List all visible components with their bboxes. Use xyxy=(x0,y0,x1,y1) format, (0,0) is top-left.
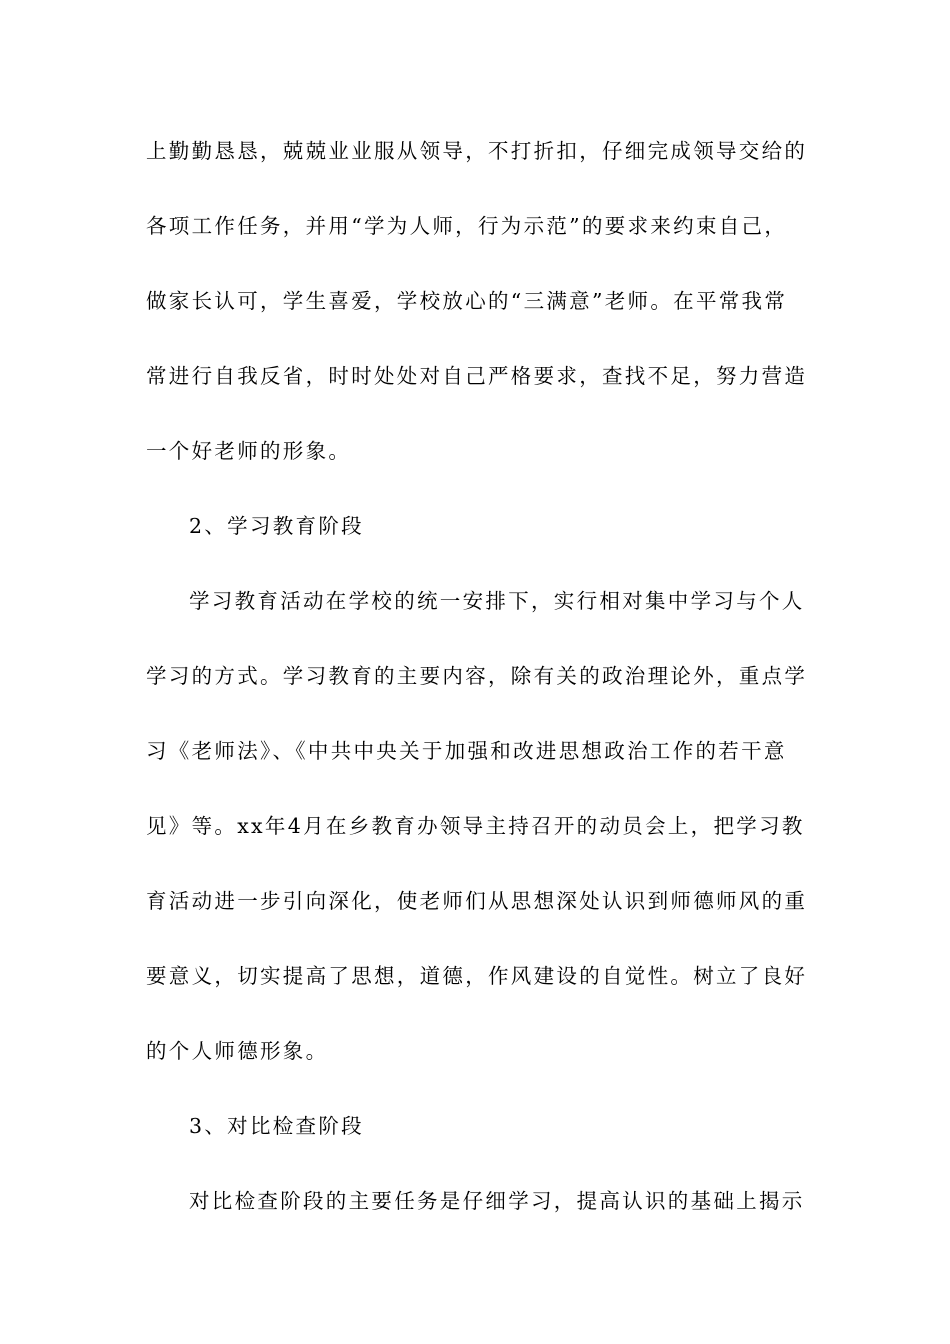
paragraph-line: 各项工作任务，并用“学为人师，行为示范”的要求来约束自己， xyxy=(146,214,788,238)
paragraph-line: 的个人师德形象。 xyxy=(146,1039,329,1063)
paragraph-line: 做家长认可，学生喜爱，学校放心的“三满意”老师。在平常我常 xyxy=(146,289,788,313)
paragraph-line: 学习教育活动在学校的统一安排下，实行相对集中学习与个人 xyxy=(189,589,805,613)
paragraph-line: 常进行自我反省，时时处处对自己严格要求，查找不足，努力营造 xyxy=(146,364,808,388)
section-heading: 2、学习教育阶段 xyxy=(189,514,364,538)
section-heading: 3、对比检查阶段 xyxy=(189,1114,364,1138)
paragraph-line: 见》等。xx年4月在乡教育办领导主持召开的动员会上，把学习教 xyxy=(146,814,805,838)
paragraph-line: 学习的方式。学习教育的主要内容，除有关的政治理论外，重点学 xyxy=(146,664,808,688)
paragraph-line: 育活动进一步引向深化，使老师们从思想深处认识到师德师风的重 xyxy=(146,889,808,913)
paragraph-line: 要意义，切实提高了思想，道德，作风建设的自觉性。树立了良好 xyxy=(146,964,808,988)
paragraph-line: 上勤勤恳恳，兢兢业业服从领导，不打折扣，仔细完成领导交给的 xyxy=(146,139,808,163)
paragraph-line: 习《老师法》、《中共中央关于加强和改进思想政治工作的若干意 xyxy=(146,739,787,763)
paragraph-line: 对比检查阶段的主要任务是仔细学习，提高认识的基础上揭示 xyxy=(189,1189,805,1213)
paragraph-line: 一个好老师的形象。 xyxy=(146,439,352,463)
